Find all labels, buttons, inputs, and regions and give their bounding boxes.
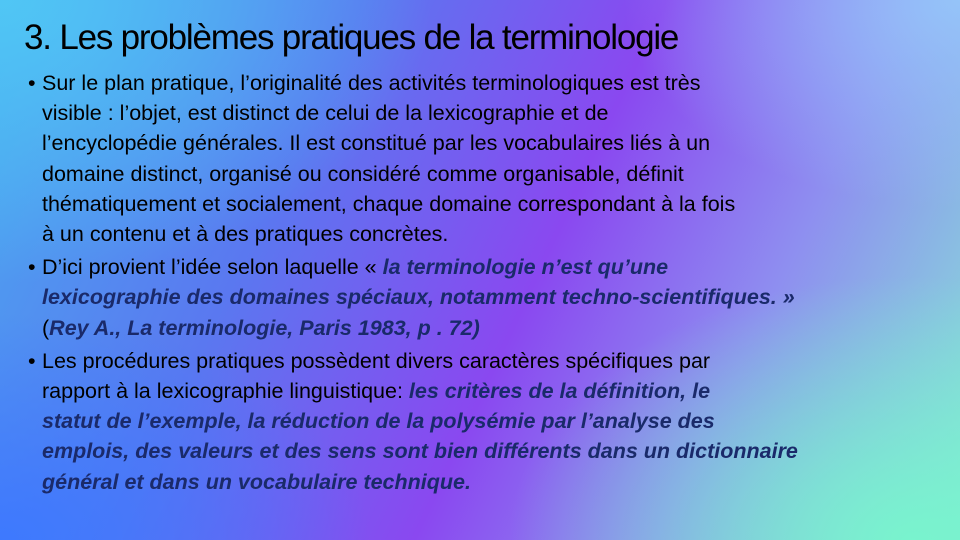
bullet-item-1: [26, 68, 906, 249]
emphasis-text: les critères de la définition, le: [408, 379, 711, 404]
bullet-1-line-1: Sur le plan pratique, l’originalité des activités terminologiques est très: [42, 71, 701, 95]
bullet-3-line-2: [42, 376, 906, 406]
quote-text: lexicographie des domaines spéciaux, notamment techno-scientifiques. »: [42, 285, 795, 310]
bullet-1-line-2: visible : l’objet, est distinct de celui de la lexicographie et de: [42, 101, 609, 126]
bullet-2-line-3: [42, 313, 906, 343]
bullet-3-line-5: général et dans un vocabulaire technique.: [42, 469, 471, 494]
citation-text: Rey A., La terminologie, Paris 1983, p . 72): [49, 315, 480, 340]
bullet-2-text: D’ici provient l’idée selon laquelle «: [42, 255, 383, 280]
slide-title: 3. Les problèmes pratiques de la terminologie: [24, 18, 679, 57]
bullet-item-3: [26, 346, 906, 497]
bullet-1-line-3: l’encyclopédie générales. Il est constitué par les vocabulaires liés à un: [42, 131, 711, 156]
bullet-3-line-4: emplois, des valeurs et des sens sont bien différents dans un dictionnaire: [42, 439, 798, 464]
bullet-3-line-3: statut de l’exemple, la réduction de la polysémie par l’analyse des: [42, 409, 715, 434]
bullet-1-line-4: domaine distinct, organisé ou considéré comme organisable, définit: [42, 161, 684, 186]
bullet-1-line-5: thématiquement et socialement, chaque domaine correspondant à la fois: [42, 191, 736, 216]
bullet-3-line-1: Les procédures pratiques possèdent divers caractères spécifiques par: [42, 348, 711, 373]
bullet-dot-icon: •: [28, 348, 36, 373]
citation-paren: (: [42, 315, 50, 340]
bullet-2-line-1: [42, 252, 906, 282]
bullet-dot-icon: •: [28, 255, 36, 280]
bullet-dot-icon: •: [28, 71, 36, 95]
bullet-2-line-2: [42, 282, 906, 312]
bullet-1-line-6: à un contenu et à des pratiques concrètes.: [42, 222, 449, 247]
bullet-list: [26, 68, 906, 500]
quote-text: la terminologie n’est qu’une: [382, 255, 669, 280]
bullet-item-2: [26, 252, 906, 343]
bullet-3-text: rapport à la lexicographie linguistique:: [42, 379, 409, 404]
